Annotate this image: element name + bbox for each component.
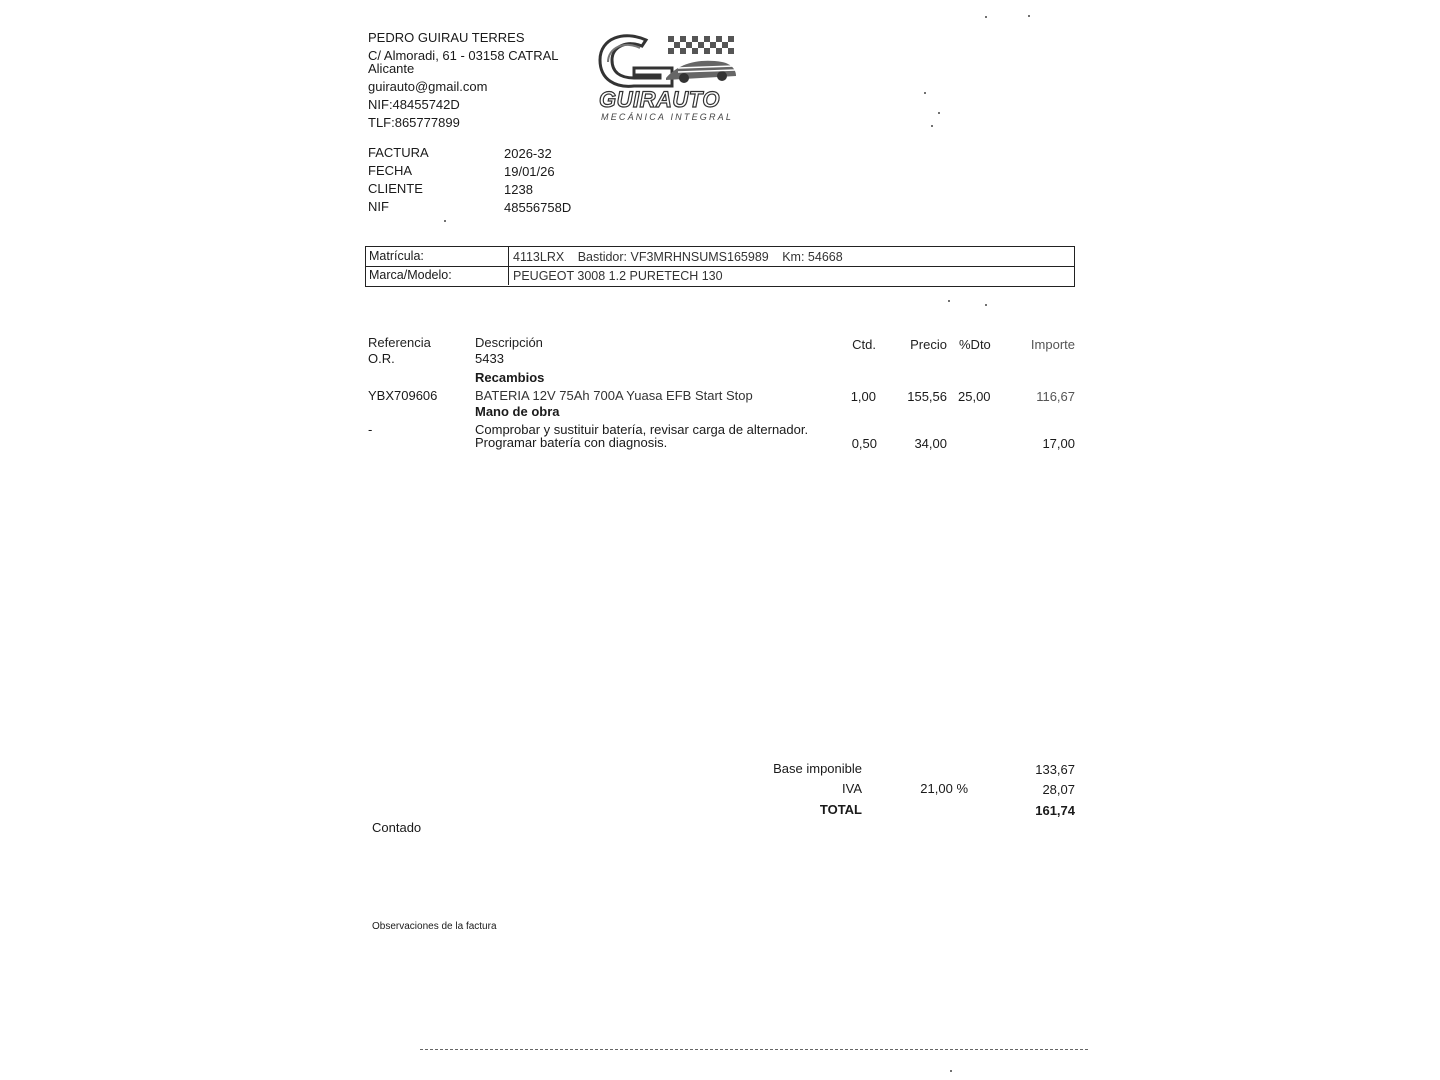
sender-nif: NIF:48455742D (368, 97, 460, 112)
nif-label: NIF (368, 199, 389, 214)
part-precio: 155,56 (907, 389, 947, 404)
logo-brand-text: GUIRAUTO (599, 87, 720, 112)
matricula-value: 4113LRX (513, 250, 565, 264)
scan-speck (444, 220, 446, 222)
sender-email: guirauto@gmail.com (368, 79, 488, 94)
header-precio: Precio (910, 337, 947, 352)
labor-precio: 34,00 (914, 436, 947, 451)
header-descripcion: Descripción (475, 335, 543, 350)
matricula-value-cell (513, 247, 853, 266)
part-importe: 116,67 (1036, 389, 1075, 404)
modelo-value: PEUGEOT 3008 1.2 PURETECH 130 (513, 269, 723, 283)
labor-desc-line1: Comprobar y sustituir batería, revisar carga de alternador. (475, 422, 809, 437)
labor-ref: - (368, 422, 373, 437)
or-value: 5433 (475, 351, 504, 366)
guirauto-logo-icon (594, 28, 744, 126)
scan-speck (985, 304, 987, 306)
header-referencia: Referencia (368, 335, 431, 350)
logo-tagline-text: MECÁNICA INTEGRAL (601, 112, 734, 122)
part-ctd: 1,00 (850, 389, 876, 404)
part-dto: 25,00 (958, 389, 991, 404)
scan-speck (924, 92, 926, 94)
total-value: 161,74 (1035, 803, 1075, 818)
part-ref: YBX709606 (368, 388, 438, 403)
vehicle-row-modelo (366, 266, 1074, 285)
company-logo (594, 28, 744, 126)
fecha-value: 19/01/26 (504, 164, 555, 179)
or-label: O.R. (368, 351, 395, 366)
total-label: TOTAL (819, 802, 862, 817)
scan-speck (985, 16, 987, 18)
payment-method: Contado (372, 820, 422, 835)
labor-ctd: 0,50 (851, 436, 877, 451)
header-importe: Importe (1030, 337, 1075, 352)
factura-label: FACTURA (368, 145, 429, 160)
sender-block (368, 29, 559, 132)
base-imponible-value: 133,67 (1035, 762, 1075, 777)
header-dto: %Dto (959, 337, 991, 352)
iva-label: IVA (842, 781, 862, 796)
vehicle-row-matricula (366, 247, 1074, 267)
vehicle-info-box (365, 246, 1075, 287)
scan-edge-line (420, 1049, 1088, 1050)
modelo-label: Marca/Modelo: (366, 266, 509, 285)
part-desc: BATERIA 12V 75Ah 700A Yuasa EFB Start Stop (475, 388, 753, 403)
iva-value: 28,07 (1042, 782, 1075, 797)
observations-label: Observaciones de la factura (372, 921, 497, 932)
sender-address-line2: Alicante (368, 61, 415, 76)
fecha-label: FECHA (368, 163, 413, 178)
sender-phone: TLF:865777899 (368, 115, 460, 130)
section-mano-de-obra: Mano de obra (475, 404, 560, 419)
scan-speck (938, 112, 940, 114)
km-value: Km: 54668 (782, 250, 843, 264)
iva-rate: 21,00 % (920, 781, 968, 796)
section-recambios: Recambios (475, 370, 545, 385)
labor-desc-line2: Programar batería con diagnosis. (475, 435, 668, 450)
bastidor-value: Bastidor: VF3MRHNSUMS165989 (577, 250, 769, 264)
scan-speck (931, 125, 933, 127)
scan-speck (1028, 15, 1030, 17)
scan-speck (948, 300, 950, 302)
nif-value: 48556758D (504, 200, 572, 215)
cliente-label: CLIENTE (368, 181, 423, 196)
header-ctd: Ctd. (852, 337, 876, 352)
matricula-label: Matrícula: (366, 247, 509, 266)
labor-importe: 17,00 (1042, 436, 1075, 451)
base-imponible-label: Base imponible (773, 761, 862, 776)
sender-name: PEDRO GUIRAU TERRES (368, 30, 525, 45)
cliente-value: 1238 (504, 182, 533, 197)
factura-value: 2026-32 (504, 146, 552, 161)
sender-address-line1: C/ Almoradi, 61 - 03158 CATRAL (368, 48, 559, 63)
scan-speck (950, 1070, 952, 1072)
